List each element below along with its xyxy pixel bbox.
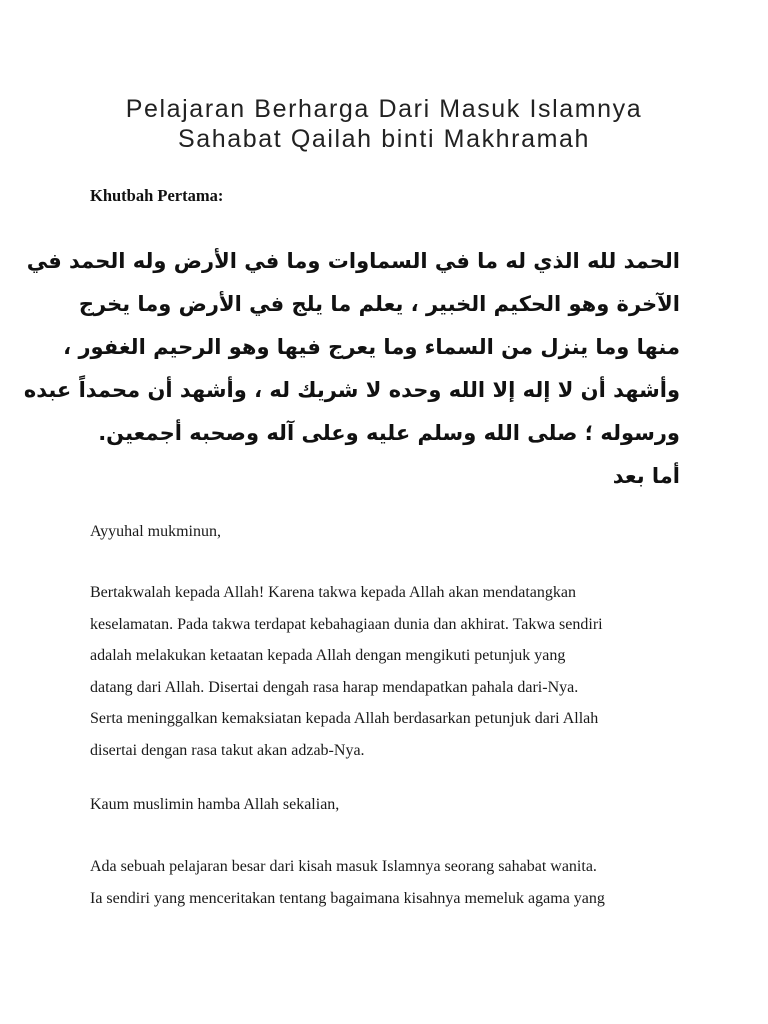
body-paragraph (90, 577, 690, 766)
section-heading: Khutbah Pertama: (90, 186, 224, 205)
document-title-line-1: Pelajaran Berharga Dari Masuk Islamnya (125, 95, 643, 123)
document-title-line-2: Sahabat Qailah binti Makhramah (177, 125, 591, 153)
paragraph-line: Kaum muslimin hamba Allah sekalian, (90, 796, 340, 813)
arabic-line: الآخرة وهو الحكيم الخبير ، يعلم ما يلج في الأرض وما يخرج (78, 292, 680, 316)
paragraph-line: datang dari Allah. Disertai dengah rasa harap mendapatkan pahala dari-Nya. (90, 678, 579, 696)
paragraph-line: adalah melakukan ketaatan kepada Allah dengan mengikuti petunjuk yang (90, 647, 566, 664)
greeting-paragraph (90, 516, 690, 548)
document-title (0, 94, 768, 154)
paragraph-line: Ayyuhal mukminun, (90, 523, 221, 540)
paragraph-line: keselamatan. Pada takwa terdapat kebahagiaan dunia dan akhirat. Takwa sendiri (90, 615, 603, 633)
paragraph-line: Ia sendiri yang menceritakan tentang bagaimana kisahnya memeluk agama yang (90, 889, 605, 907)
paragraph-line: Ada sebuah pelajaran besar dari kisah masuk Islamnya seorang sahabat wanita. (90, 858, 597, 875)
paragraph-line: Serta meninggalkan kemaksiatan kepada Allah berdasarkan petunjuk dari Allah (90, 710, 599, 727)
arabic-line: منها وما ينزل من السماء وما يعرج فيها وهو الرحيم الغفور ، (63, 335, 680, 359)
arabic-line: أما بعد (612, 464, 680, 488)
paragraph-line: disertai dengan rasa takut akan adzab-Nya. (90, 741, 365, 759)
arabic-line: الحمد لله الذي له ما في السماوات وما في الأرض وله الحمد في (26, 249, 680, 273)
arabic-line: وأشهد أن لا إله إلا الله وحده لا شريك له ، وأشهد أن محمداً عبده (23, 378, 680, 402)
paragraph-line: Bertakwalah kepada Allah! Karena takwa kepada Allah akan mendatangkan (90, 584, 577, 601)
body-paragraph (90, 851, 690, 914)
greeting-paragraph (90, 789, 690, 821)
arabic-opening (23, 240, 680, 498)
arabic-line: ورسوله ؛ صلى الله وسلم عليه وعلى آله وصحبه أجمعين. (98, 421, 680, 445)
